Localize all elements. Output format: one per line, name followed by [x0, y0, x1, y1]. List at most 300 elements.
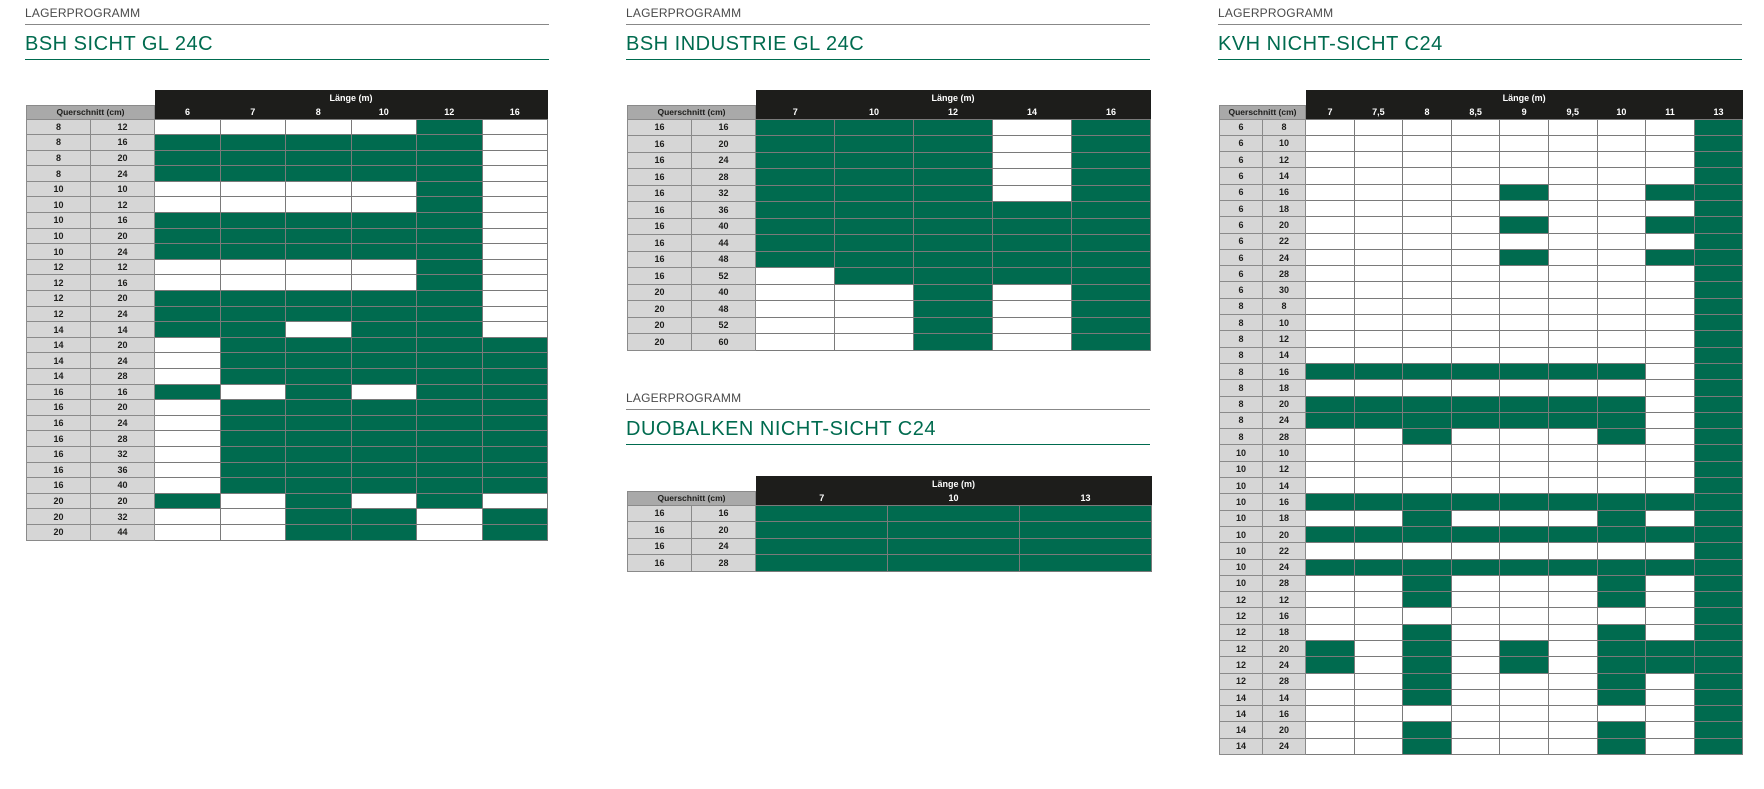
- availability-cell-empty: [1451, 510, 1500, 526]
- cross-section-header: Querschnitt (cm): [628, 491, 756, 505]
- section-kvh-nicht-sicht: [1218, 6, 1742, 60]
- availability-cell-empty: [1597, 217, 1646, 233]
- availability-cell-empty: [1451, 673, 1500, 689]
- table-row: [628, 185, 1151, 202]
- availability-cell-empty: [993, 334, 1072, 351]
- availability-cell-in-stock: [835, 268, 914, 285]
- availability-cell-in-stock: [417, 291, 483, 307]
- table-row: [628, 235, 1151, 252]
- table-row: [1220, 298, 1743, 314]
- availability-cell-empty: [1597, 200, 1646, 216]
- availability-cell-empty: [1306, 673, 1355, 689]
- table-row: [27, 275, 548, 291]
- cross-section-height: 28: [1263, 429, 1306, 445]
- availability-cell-in-stock: [1072, 268, 1151, 285]
- availability-cell-in-stock: [1072, 218, 1151, 235]
- availability-cell-in-stock: [351, 431, 417, 447]
- availability-cell-in-stock: [1306, 412, 1355, 428]
- availability-cell-in-stock: [286, 213, 352, 229]
- availability-cell-empty: [1451, 135, 1500, 151]
- availability-cell-in-stock: [482, 524, 548, 540]
- availability-cell-in-stock: [888, 505, 1020, 522]
- availability-cell-in-stock: [286, 337, 352, 353]
- availability-cell-empty: [1500, 722, 1549, 738]
- availability-cell-empty: [1306, 119, 1355, 135]
- cross-section-width: 12: [1220, 624, 1263, 640]
- availability-cell-empty: [1306, 331, 1355, 347]
- availability-cell-empty: [1451, 315, 1500, 331]
- availability-cell-empty: [1548, 184, 1597, 200]
- availability-cell-in-stock: [1500, 396, 1549, 412]
- cross-section-height: 16: [1263, 706, 1306, 722]
- cross-section-width: 16: [27, 384, 91, 400]
- cross-section-height: 24: [1263, 738, 1306, 754]
- availability-cell-empty: [1548, 380, 1597, 396]
- table-row: [628, 251, 1151, 268]
- length-column-header: 13: [1694, 105, 1743, 119]
- availability-cell-in-stock: [1020, 522, 1152, 539]
- cross-section-width: 20: [628, 334, 692, 351]
- cross-section-width: 16: [628, 268, 692, 285]
- cross-section-width: 12: [1220, 608, 1263, 624]
- availability-cell-empty: [1500, 152, 1549, 168]
- cross-section-height: 12: [1263, 331, 1306, 347]
- cross-section-width: 6: [1220, 249, 1263, 265]
- availability-cell-empty: [1597, 706, 1646, 722]
- availability-cell-empty: [1403, 445, 1452, 461]
- availability-cell-in-stock: [1500, 657, 1549, 673]
- availability-cell-in-stock: [417, 135, 483, 151]
- availability-cell-in-stock: [1403, 575, 1452, 591]
- availability-cell-empty: [1354, 315, 1403, 331]
- table-row: [27, 446, 548, 462]
- cross-section-width: 12: [27, 291, 91, 307]
- availability-cell-in-stock: [155, 166, 221, 182]
- cross-section-width: 10: [1220, 494, 1263, 510]
- cross-section-height: 14: [1263, 689, 1306, 705]
- cross-section-width: 6: [1220, 217, 1263, 233]
- length-column-header: 10: [835, 105, 914, 119]
- table-row: [628, 202, 1151, 219]
- cross-section-width: 8: [1220, 315, 1263, 331]
- table-row: [628, 538, 1152, 555]
- availability-cell-empty: [351, 197, 417, 213]
- availability-cell-in-stock: [1694, 657, 1743, 673]
- availability-cell-in-stock: [482, 446, 548, 462]
- availability-cell-empty: [1646, 331, 1695, 347]
- availability-cell-in-stock: [1548, 396, 1597, 412]
- availability-cell-in-stock: [417, 150, 483, 166]
- availability-cell-empty: [1354, 298, 1403, 314]
- availability-cell-empty: [1306, 168, 1355, 184]
- availability-cell-empty: [1646, 152, 1695, 168]
- availability-cell-empty: [286, 259, 352, 275]
- availability-cell-empty: [1500, 673, 1549, 689]
- length-column-header: 7,5: [1354, 105, 1403, 119]
- cross-section-height: 28: [1263, 673, 1306, 689]
- availability-cell-empty: [1646, 738, 1695, 754]
- availability-cell-empty: [1354, 217, 1403, 233]
- table-row: [27, 291, 548, 307]
- availability-cell-empty: [155, 509, 221, 525]
- availability-cell-in-stock: [482, 369, 548, 385]
- availability-cell-in-stock: [220, 322, 286, 338]
- availability-cell-in-stock: [1306, 396, 1355, 412]
- availability-cell-in-stock: [155, 228, 221, 244]
- availability-cell-in-stock: [1072, 185, 1151, 202]
- availability-cell-empty: [993, 136, 1072, 153]
- table-row: [27, 400, 548, 416]
- availability-cell-in-stock: [220, 150, 286, 166]
- availability-cell-empty: [1548, 624, 1597, 640]
- table-row: [628, 301, 1151, 318]
- cross-section-height: 16: [91, 213, 155, 229]
- table-row: [1220, 347, 1743, 363]
- cross-section-height: 10: [1263, 445, 1306, 461]
- availability-cell-empty: [1500, 738, 1549, 754]
- availability-cell-empty: [1548, 608, 1597, 624]
- availability-cell-in-stock: [1403, 363, 1452, 379]
- availability-cell-empty: [1403, 380, 1452, 396]
- availability-cell-in-stock: [835, 152, 914, 169]
- table-row: [628, 334, 1151, 351]
- availability-cell-in-stock: [417, 181, 483, 197]
- availability-cell-in-stock: [1694, 249, 1743, 265]
- availability-cell-in-stock: [1694, 282, 1743, 298]
- availability-cell-in-stock: [1694, 298, 1743, 314]
- cross-section-height: 44: [692, 235, 756, 252]
- table-row: [1220, 266, 1743, 282]
- availability-cell-empty: [1500, 445, 1549, 461]
- availability-cell-empty: [1451, 152, 1500, 168]
- availability-cell-empty: [1646, 266, 1695, 282]
- availability-cell-in-stock: [914, 202, 993, 219]
- availability-cell-in-stock: [482, 431, 548, 447]
- length-column-header: 12: [417, 105, 483, 119]
- availability-cell-empty: [286, 275, 352, 291]
- table-row: [1220, 461, 1743, 477]
- availability-cell-empty: [1597, 249, 1646, 265]
- availability-cell-in-stock: [993, 218, 1072, 235]
- availability-cell-in-stock: [1072, 119, 1151, 136]
- length-column-header: 9: [1500, 105, 1549, 119]
- cross-section-height: 20: [692, 522, 756, 539]
- availability-cell-in-stock: [756, 119, 835, 136]
- table-row: [27, 181, 548, 197]
- cross-section-height: 20: [1263, 722, 1306, 738]
- length-column-header: 12: [914, 105, 993, 119]
- availability-cell-in-stock: [1694, 135, 1743, 151]
- availability-cell-empty: [1403, 184, 1452, 200]
- availability-cell-empty: [1548, 331, 1597, 347]
- availability-cell-in-stock: [155, 291, 221, 307]
- cross-section-height: 24: [692, 152, 756, 169]
- cross-section-height: 8: [1263, 298, 1306, 314]
- cross-section-width: 14: [1220, 706, 1263, 722]
- availability-cell-in-stock: [286, 415, 352, 431]
- length-header: Länge (m): [155, 90, 548, 105]
- availability-cell-empty: [1646, 315, 1695, 331]
- availability-cell-empty: [482, 291, 548, 307]
- cross-section-width: 8: [27, 150, 91, 166]
- availability-cell-empty: [1500, 266, 1549, 282]
- availability-cell-in-stock: [914, 185, 993, 202]
- availability-cell-empty: [1403, 706, 1452, 722]
- availability-cell-empty: [1646, 673, 1695, 689]
- availability-cell-empty: [482, 228, 548, 244]
- length-column-header: 9,5: [1548, 105, 1597, 119]
- availability-cell-empty: [1646, 119, 1695, 135]
- availability-cell-empty: [1306, 608, 1355, 624]
- table-row: [1220, 478, 1743, 494]
- table-row: [1220, 543, 1743, 559]
- cross-section-width: 8: [1220, 363, 1263, 379]
- availability-cell-in-stock: [1500, 184, 1549, 200]
- availability-cell-empty: [1306, 298, 1355, 314]
- availability-cell-in-stock: [1403, 396, 1452, 412]
- availability-cell-in-stock: [351, 244, 417, 260]
- availability-cell-in-stock: [1694, 445, 1743, 461]
- availability-cell-in-stock: [1694, 706, 1743, 722]
- table-row: [1220, 152, 1743, 168]
- availability-cell-empty: [1306, 152, 1355, 168]
- length-column-header: 10: [888, 491, 1020, 505]
- availability-cell-empty: [1597, 543, 1646, 559]
- availability-cell-empty: [1306, 200, 1355, 216]
- cross-section-width: 6: [1220, 282, 1263, 298]
- availability-cell-in-stock: [888, 538, 1020, 555]
- table-row: [1220, 624, 1743, 640]
- section-title: BSH INDUSTRIE GL 24C: [626, 25, 1150, 60]
- availability-cell-in-stock: [155, 306, 221, 322]
- cross-section-width: 20: [27, 509, 91, 525]
- availability-cell-empty: [1646, 135, 1695, 151]
- cross-section-width: 14: [27, 369, 91, 385]
- table-row: [1220, 233, 1743, 249]
- availability-cell-empty: [1354, 282, 1403, 298]
- table-row: [628, 284, 1151, 301]
- availability-cell-in-stock: [914, 301, 993, 318]
- availability-cell-in-stock: [1694, 608, 1743, 624]
- availability-cell-empty: [1451, 380, 1500, 396]
- availability-cell-in-stock: [1354, 494, 1403, 510]
- cross-section-height: 28: [692, 555, 756, 572]
- cross-section-width: 10: [1220, 445, 1263, 461]
- availability-cell-in-stock: [1403, 689, 1452, 705]
- availability-cell-empty: [1403, 200, 1452, 216]
- cross-section-height: 32: [692, 185, 756, 202]
- table-row: [1220, 592, 1743, 608]
- availability-cell-in-stock: [417, 119, 483, 135]
- availability-cell-empty: [1500, 347, 1549, 363]
- availability-cell-empty: [1548, 249, 1597, 265]
- availability-cell-in-stock: [1500, 526, 1549, 542]
- availability-cell-empty: [1548, 673, 1597, 689]
- table-row: [27, 462, 548, 478]
- availability-cell-empty: [1548, 706, 1597, 722]
- availability-cell-empty: [993, 301, 1072, 318]
- availability-cell-in-stock: [155, 244, 221, 260]
- availability-cell-empty: [1354, 168, 1403, 184]
- cross-section-width: 6: [1220, 168, 1263, 184]
- availability-cell-empty: [1646, 200, 1695, 216]
- cross-section-width: 16: [27, 478, 91, 494]
- length-header: Länge (m): [756, 90, 1151, 105]
- availability-cell-empty: [351, 275, 417, 291]
- availability-cell-empty: [1451, 347, 1500, 363]
- availability-cell-empty: [1354, 380, 1403, 396]
- availability-cell-in-stock: [756, 185, 835, 202]
- availability-cell-empty: [1646, 168, 1695, 184]
- cross-section-height: 52: [692, 268, 756, 285]
- availability-cell-empty: [286, 119, 352, 135]
- availability-cell-in-stock: [1597, 363, 1646, 379]
- availability-cell-in-stock: [1646, 526, 1695, 542]
- availability-cell-in-stock: [1403, 559, 1452, 575]
- cross-section-height: 28: [1263, 266, 1306, 282]
- availability-cell-empty: [1548, 510, 1597, 526]
- availability-cell-in-stock: [756, 202, 835, 219]
- availability-cell-in-stock: [1020, 538, 1152, 555]
- availability-cell-empty: [482, 322, 548, 338]
- availability-cell-in-stock: [993, 268, 1072, 285]
- availability-cell-empty: [1306, 445, 1355, 461]
- availability-cell-in-stock: [1306, 363, 1355, 379]
- table-row: [1220, 526, 1743, 542]
- availability-cell-empty: [482, 275, 548, 291]
- availability-cell-empty: [1646, 461, 1695, 477]
- table-row: [1220, 429, 1743, 445]
- cross-section-width: 10: [27, 213, 91, 229]
- availability-cell-in-stock: [155, 384, 221, 400]
- availability-cell-in-stock: [914, 119, 993, 136]
- availability-cell-empty: [1306, 624, 1355, 640]
- availability-cell-empty: [1451, 200, 1500, 216]
- cross-section-width: 16: [628, 185, 692, 202]
- availability-cell-empty: [1548, 592, 1597, 608]
- availability-cell-empty: [1403, 347, 1452, 363]
- availability-cell-in-stock: [1072, 284, 1151, 301]
- availability-cell-in-stock: [1451, 494, 1500, 510]
- availability-cell-empty: [1354, 641, 1403, 657]
- availability-cell-in-stock: [756, 251, 835, 268]
- availability-cell-empty: [1354, 135, 1403, 151]
- availability-cell-empty: [1403, 217, 1452, 233]
- availability-cell-empty: [1306, 738, 1355, 754]
- availability-cell-empty: [756, 317, 835, 334]
- table-row: [1220, 315, 1743, 331]
- availability-cell-empty: [1451, 249, 1500, 265]
- availability-cell-in-stock: [1694, 461, 1743, 477]
- availability-cell-empty: [1548, 298, 1597, 314]
- cross-section-height: 16: [1263, 184, 1306, 200]
- availability-cell-empty: [1306, 249, 1355, 265]
- availability-cell-in-stock: [155, 135, 221, 151]
- cross-section-width: 8: [1220, 331, 1263, 347]
- availability-cell-in-stock: [286, 306, 352, 322]
- availability-cell-in-stock: [286, 400, 352, 416]
- availability-cell-in-stock: [993, 251, 1072, 268]
- availability-cell-empty: [1548, 217, 1597, 233]
- length-column-header: 6: [155, 105, 221, 119]
- availability-cell-in-stock: [1451, 396, 1500, 412]
- availability-cell-empty: [1597, 608, 1646, 624]
- availability-cell-empty: [1306, 592, 1355, 608]
- availability-cell-empty: [1306, 429, 1355, 445]
- table-row: [1220, 282, 1743, 298]
- availability-cell-in-stock: [1646, 184, 1695, 200]
- availability-cell-empty: [1451, 298, 1500, 314]
- availability-cell-empty: [1403, 135, 1452, 151]
- cross-section-height: 18: [1263, 510, 1306, 526]
- availability-cell-empty: [1306, 575, 1355, 591]
- cross-section-width: 12: [27, 259, 91, 275]
- availability-cell-empty: [1306, 722, 1355, 738]
- availability-cell-empty: [1354, 429, 1403, 445]
- availability-cell-empty: [1646, 510, 1695, 526]
- availability-cell-in-stock: [1646, 217, 1695, 233]
- table-row: [1220, 559, 1743, 575]
- cross-section-width: 16: [27, 462, 91, 478]
- availability-cell-in-stock: [1354, 412, 1403, 428]
- availability-cell-empty: [1451, 331, 1500, 347]
- table-row: [1220, 494, 1743, 510]
- availability-cell-in-stock: [417, 166, 483, 182]
- availability-cell-empty: [1500, 510, 1549, 526]
- availability-cell-empty: [1646, 429, 1695, 445]
- availability-cell-empty: [1403, 119, 1452, 135]
- cross-section-height: 10: [91, 181, 155, 197]
- availability-cell-in-stock: [1694, 641, 1743, 657]
- cross-section-height: 48: [692, 301, 756, 318]
- availability-cell-empty: [1451, 608, 1500, 624]
- table-row: [1220, 217, 1743, 233]
- table-row: [1220, 445, 1743, 461]
- availability-cell-empty: [1403, 315, 1452, 331]
- cross-section-width: 8: [1220, 347, 1263, 363]
- cross-section-width: 20: [628, 284, 692, 301]
- availability-cell-in-stock: [1597, 575, 1646, 591]
- table-row: [1220, 249, 1743, 265]
- availability-cell-in-stock: [220, 369, 286, 385]
- availability-cell-in-stock: [914, 317, 993, 334]
- availability-cell-empty: [1500, 706, 1549, 722]
- cross-section-header: Querschnitt (cm): [1220, 105, 1306, 119]
- cross-section-width: 16: [27, 415, 91, 431]
- availability-cell-empty: [155, 369, 221, 385]
- availability-cell-in-stock: [1694, 738, 1743, 754]
- table-row: [1220, 722, 1743, 738]
- availability-cell-in-stock: [1694, 412, 1743, 428]
- stock-table-kvh-nicht-sicht: [1219, 90, 1743, 755]
- availability-cell-in-stock: [1597, 657, 1646, 673]
- availability-cell-empty: [1646, 543, 1695, 559]
- availability-cell-empty: [1451, 184, 1500, 200]
- availability-cell-empty: [482, 197, 548, 213]
- cross-section-width: 14: [27, 322, 91, 338]
- cross-section-height: 28: [91, 369, 155, 385]
- availability-cell-empty: [417, 524, 483, 540]
- availability-cell-empty: [220, 509, 286, 525]
- cross-section-height: 20: [91, 291, 155, 307]
- availability-cell-empty: [1597, 135, 1646, 151]
- availability-cell-empty: [1451, 233, 1500, 249]
- table-row: [27, 228, 548, 244]
- cross-section-height: 24: [692, 538, 756, 555]
- availability-cell-in-stock: [1694, 543, 1743, 559]
- availability-cell-in-stock: [417, 259, 483, 275]
- availability-cell-in-stock: [835, 169, 914, 186]
